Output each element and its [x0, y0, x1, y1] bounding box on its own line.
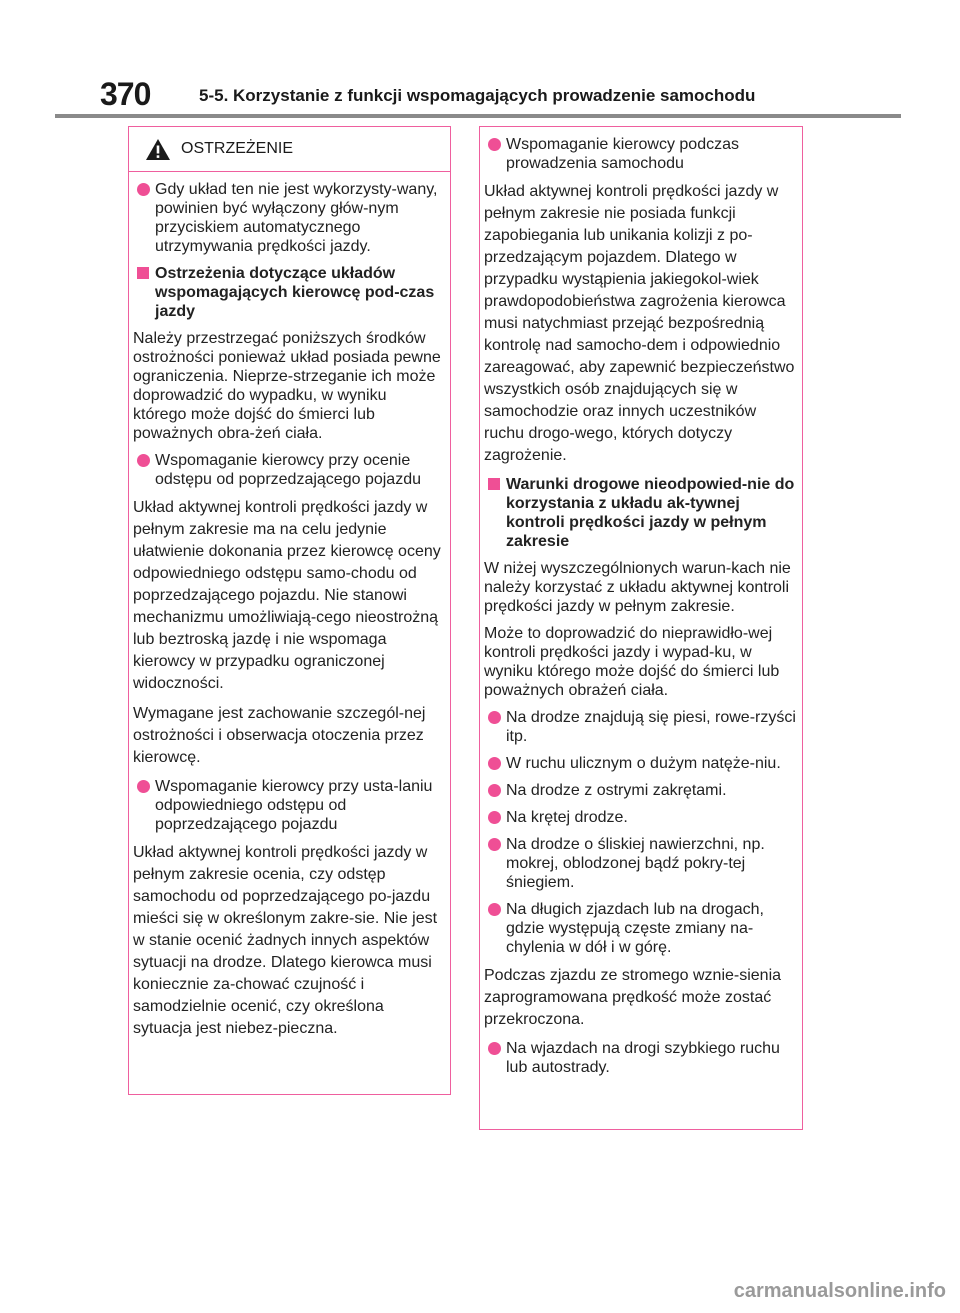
list-item — [484, 781, 796, 800]
list-item — [133, 180, 444, 256]
watermark: carmanualsonline.info — [733, 1280, 946, 1302]
list-item-text: Na wjazdach na drogi szybkiego ruchu lub autostrady. — [506, 1040, 780, 1076]
list-item-text: Gdy układ ten nie jest wykorzysty-wany, powinien być wyłączony głów-nym przyciskiem automatycznego utrzymywania prędkości jazdy. — [155, 181, 438, 255]
subheading-text: Warunki drogowe nieodpowied-nie do korzystania z układu ak-tywnej kontroli prędkości jazdy w pełnym zakresie — [506, 476, 795, 550]
warning-title: OSTRZEŻENIE — [181, 140, 294, 157]
paragraph: Układ aktywnej kontroli prędkości jazdy w pełnym zakresie ocenia, czy odstęp samochodu od poprzedzającego po-jazdu mieści się w określonym zakre-sie. Nie jest w stanie ocenić żadnych innych aspektów sytuacji na drodze. Dlatego kierowca musi koniecznie za-chować czujność i samodzielnie ocenić, czy określona sytuacja jest niebez-pieczna. — [133, 844, 438, 1037]
bullet-dot-icon — [488, 784, 501, 797]
list-item — [133, 451, 444, 489]
list-item — [484, 708, 796, 746]
list-item — [484, 135, 796, 173]
square-bullet-icon — [488, 478, 500, 490]
list-item-text: Wspomaganie kierowcy przy usta-laniu odpowiedniego odstępu od poprzedzającego pojazdu — [155, 778, 433, 833]
paragraph: Podczas zjazdu ze stromego wznie-sienia zaprogramowana prędkość może zostać przekroczona. — [484, 967, 782, 1028]
bullet-dot-icon — [488, 757, 501, 770]
list-item-text: Na drodze o śliskiej nawierzchni, np. mokrej, oblodzonej bądź pokry-tej śniegiem. — [506, 836, 765, 891]
warning-header — [129, 127, 450, 172]
list-item — [484, 900, 796, 957]
bullet-dot-icon — [488, 1042, 501, 1055]
bullet-dot-icon — [488, 838, 501, 851]
subheading — [133, 264, 444, 321]
paragraph: Układ aktywnej kontroli prędkości jazdy w pełnym zakresie ma na celu jedynie ułatwienie dokonania przez kierowcę oceny odpowiedniego odstępu samo-chodu od poprzedzającego pojazdu. Nie stanowi mechanizmu umożliwiają-cego nieostrożną lub beztroską jazdę i nie wspomaga kierowcy w przypadku ograniczonej widoczności. — [133, 499, 441, 692]
bullet-dot-icon — [488, 811, 501, 824]
bullet-dot-icon — [137, 454, 150, 467]
bullet-dot-icon — [137, 183, 150, 196]
list-item-text: Na długich zjazdach lub na drogach, gdzie występują częste zmiany na-chylenia w dół i w górę. — [506, 901, 764, 956]
warning-box-left — [128, 126, 451, 1095]
list-item-text: Wspomaganie kierowcy podczas prowadzenia samochodu — [506, 136, 739, 172]
list-item — [484, 754, 796, 773]
list-item-text: Na krętej drodze. — [506, 809, 628, 826]
header-rule — [55, 114, 901, 118]
paragraph: Może to doprowadzić do nieprawidło-wej kontroli prędkości jazdy i wypad-ku, w wyniku którego może dojść do śmierci lub poważnych obrażeń ciała. — [484, 625, 780, 699]
list-item — [133, 777, 444, 834]
section-title: 5-5. Korzystanie z funkcji wspomagających prowadzenie samochodu — [199, 86, 756, 105]
list-item — [484, 808, 796, 827]
list-item-text: Na drodze z ostrymi zakrętami. — [506, 782, 727, 799]
subheading-text: Ostrzeżenia dotyczące układów wspomagających kierowcę pod-czas jazdy — [155, 265, 435, 320]
list-item — [484, 1039, 796, 1077]
list-item-text: W ruchu ulicznym o dużym natęże-niu. — [506, 755, 781, 772]
bullet-dot-icon — [488, 903, 501, 916]
paragraph: Należy przestrzegać poniższych środków ostrożności ponieważ układ posiada pewne ograniczenia. Nieprze-strzeganie ich może doprowadzić do wypadku, w wyniku którego może dojść do śmierci lub poważnych obra-żeń ciała. — [133, 330, 441, 442]
paragraph: W niżej wyszczególnionych warun-kach nie należy korzystać z układu aktywnej kontroli prędkości jazdy w pełnym zakresie. — [484, 560, 791, 615]
warning-box-right — [479, 126, 803, 1130]
subheading — [484, 475, 796, 551]
bullet-dot-icon — [488, 711, 501, 724]
square-bullet-icon — [137, 267, 149, 279]
paragraph: Układ aktywnej kontroli prędkości jazdy w pełnym zakresie nie posiada funkcji zapobiegania lub unikania kolizji z po-przedzającym pojazdem. Dlatego w przypadku wystąpienia jakiegokol-wiek prawdopodobieństwa zagrożenia kierowca musi natychmiast przejąć bezpośrednią kontrolę nad samocho-dem i odpowiednio zareagować, aby zapewnić bezpieczeństwo wszystkich osób znajdujących się w samochodzie oraz innych uczestników ruchu drogo-wego, których dotyczy zagrożenie. — [484, 183, 795, 464]
bullet-dot-icon — [137, 780, 150, 793]
list-item — [484, 835, 796, 892]
page-number: 370 — [100, 76, 151, 112]
paragraph: Wymagane jest zachowanie szczegól-nej ostrożności i obserwacja otoczenia przez kierowcę. — [133, 705, 426, 766]
list-item-text: Wspomaganie kierowcy przy ocenie odstępu od poprzedzającego pojazdu — [155, 452, 421, 488]
warning-triangle-icon — [145, 138, 171, 161]
list-item-text: Na drodze znajdują się piesi, rowe-rzyści itp. — [506, 709, 796, 745]
bullet-dot-icon — [488, 138, 501, 151]
